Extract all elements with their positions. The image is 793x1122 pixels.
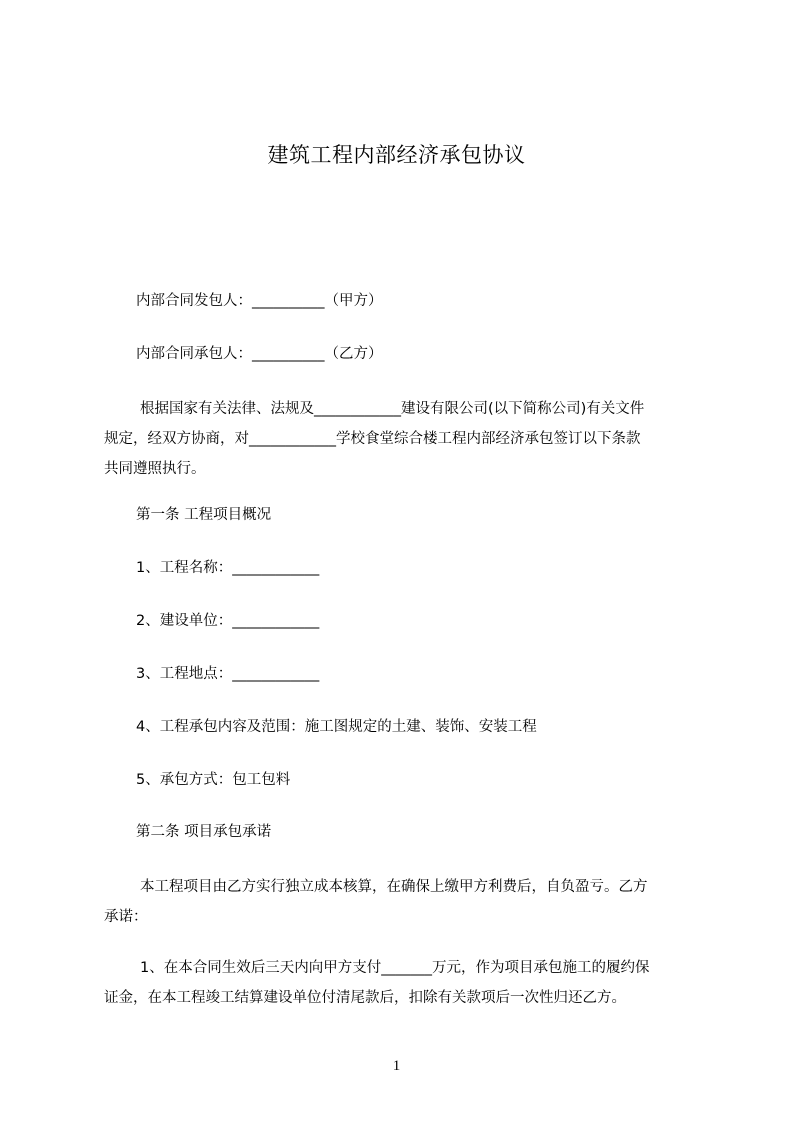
article-1-item-4: 4、工程承包内容及范围：施工图规定的土建、装饰、安装工程 [136, 719, 537, 735]
article-2-clause-1-line-2: 证金，在本工程竣工结算建设单位付清尾款后，扣除有关款项后一次性归还乙方。 [104, 990, 626, 1006]
article-2-clause-1-line-1: 1、在本合同生效后三天内向甲方支付_______万元，作为项目承包施工的履约保 [140, 960, 650, 976]
party-b-line: 内部合同承包人：__________（乙方） [136, 346, 383, 362]
preamble-line-2: 规定，经双方协商，对____________学校食堂综合楼工程内部经济承包签订以下条款 [104, 431, 641, 447]
preamble-paragraph [104, 394, 704, 484]
article-1-item-3: 3、工程地点：____________ [136, 666, 320, 682]
document-title: 建筑工程内部经济承包协议 [267, 143, 526, 167]
article-2-heading: 第二条 项目承包承诺 [136, 824, 272, 840]
article-2-intro [104, 872, 704, 932]
article-1-heading: 第一条 工程项目概况 [136, 507, 272, 523]
article-2-intro-line-2: 承诺： [104, 909, 148, 925]
party-a-line: 内部合同发包人：__________（甲方） [136, 293, 383, 309]
article-1-item-5: 5、承包方式：包工包料 [136, 772, 291, 788]
page-number: 1 [392, 1058, 401, 1074]
article-1-item-2: 2、建设单位：____________ [136, 613, 320, 629]
preamble-line-3: 共同遵照执行。 [104, 461, 206, 477]
article-1-item-1: 1、工程名称：____________ [136, 560, 320, 576]
article-2-intro-line-1: 本工程项目由乙方实行独立成本核算，在确保上缴甲方利费后，自负盈亏。乙方 [140, 879, 648, 895]
preamble-line-1: 根据国家有关法律、法规及____________建设有限公司(以下简称公司)有关文件 [140, 401, 645, 417]
article-2-clause-1 [104, 953, 704, 1013]
